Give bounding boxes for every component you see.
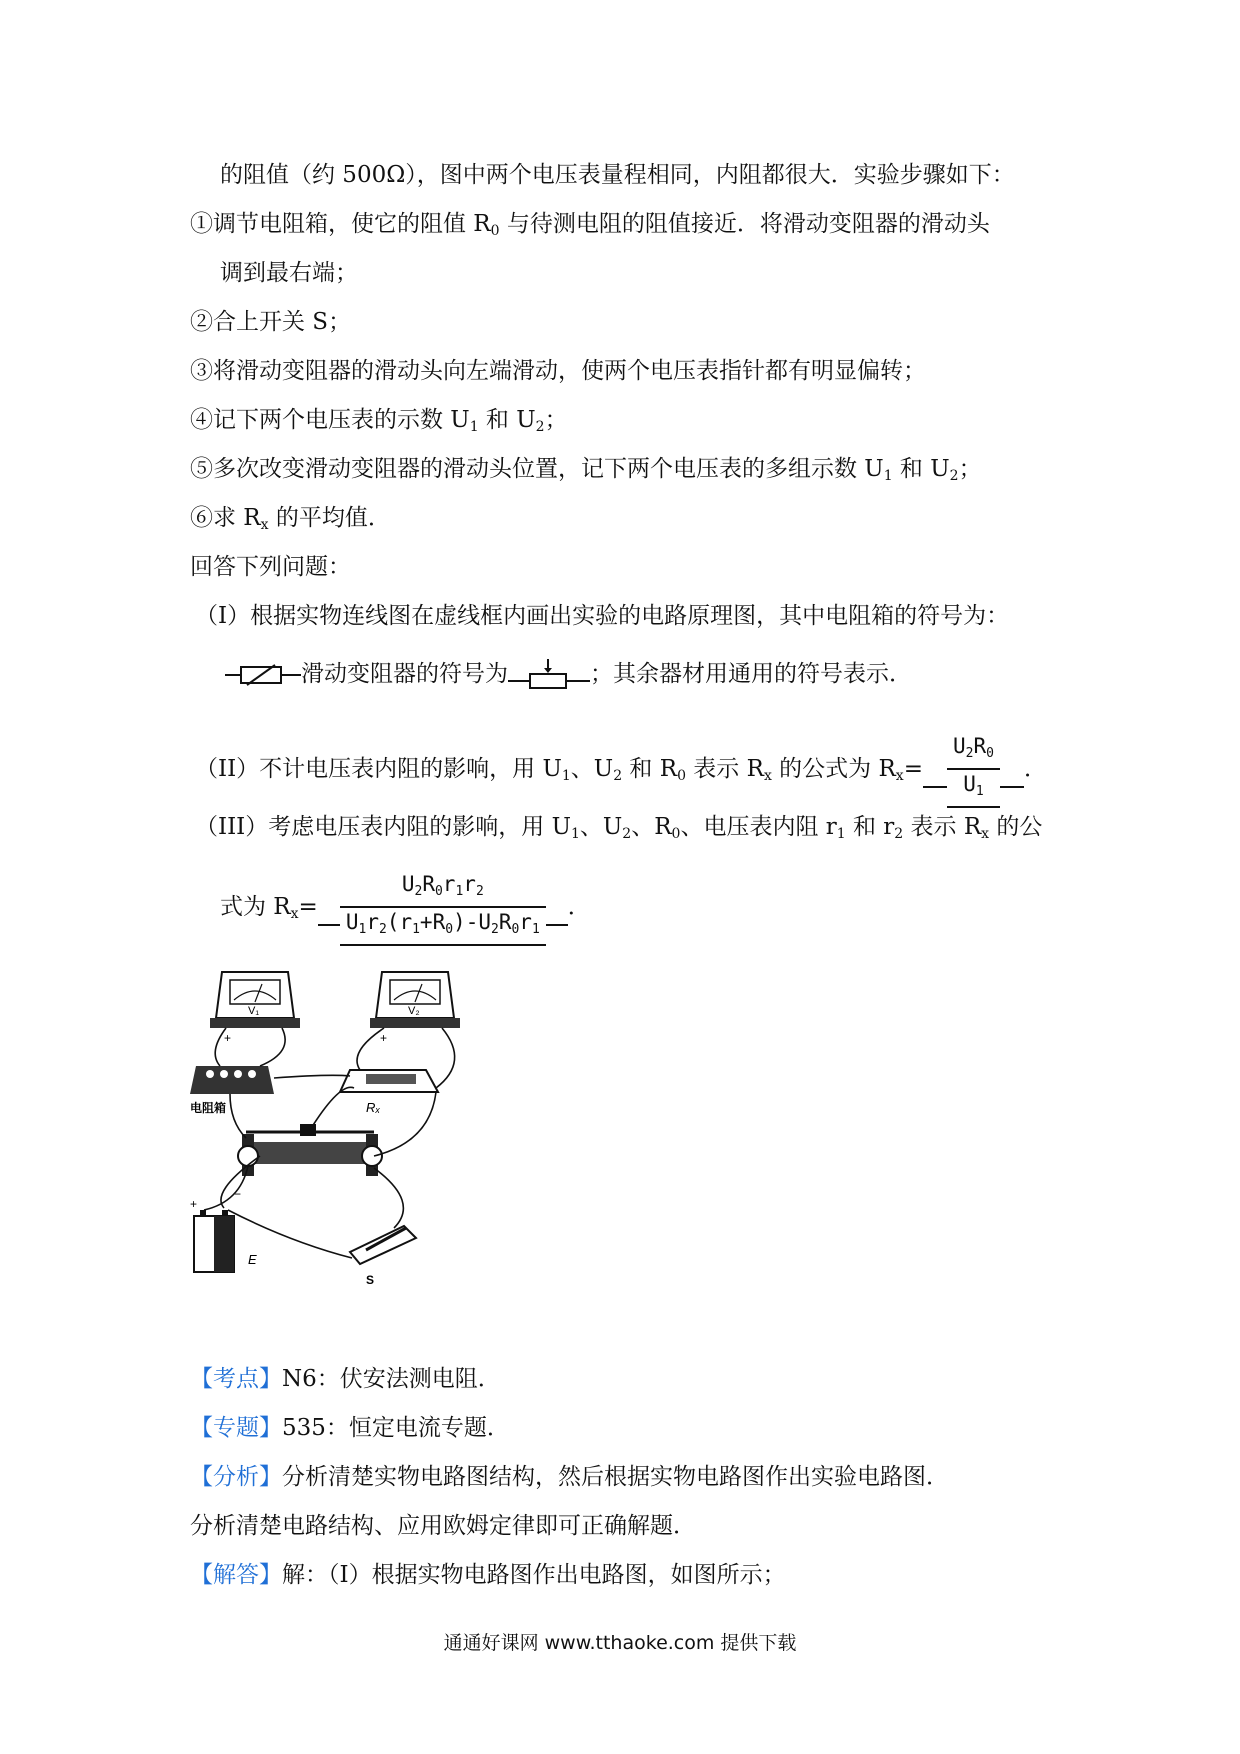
switch-icon [350, 1226, 416, 1264]
resistance-box-label: 电阻箱 [190, 1101, 227, 1115]
question-2: （II）不计电压表内阻的影响，用 $U_1$、$U_2$ 和 $R_0$ 表示 $R_x$ 的公式为 $R_x=$ $\frac{U_2R_0}{U_1}$ ． [195, 732, 1047, 808]
jieda-line: 【解答】解：（I）根据实物电路图作出电路图，如图所示； [190, 1562, 786, 1588]
rx-label: Rₓ [366, 1100, 381, 1115]
rheostat-icon [238, 1124, 382, 1176]
question-3: （III）考虑电压表内阻的影响，用 $U_1$、$U_2$、$R_0$、电压表内阻 $r_1$ 和 $r_2$ 表示 $R_x$ 的公 [195, 814, 1043, 842]
v2-plus: + [380, 1031, 388, 1045]
switch-label: S [366, 1273, 375, 1287]
battery-minus: − [234, 1187, 242, 1201]
v2-label: V₂ [408, 1005, 420, 1017]
step-2: ②合上开关 S； [190, 309, 352, 335]
footer: 通通好课网 www.tthaoke.com 提供下载 [443, 1632, 797, 1654]
resistor-rx-icon [340, 1070, 438, 1092]
question-3-formula-line: 式为 $R_x=$ $\frac{U_2R_0r_1r_2}{U_1r_2(r_1+R_0)-U_2R_0r_1}$ ． [220, 870, 591, 946]
battery-icon [194, 1210, 234, 1272]
step-5: ⑤多次改变滑动变阻器的滑动头位置，记下两个电压表的多组示数 $U_1$ 和 $U_2$； [190, 456, 982, 484]
intro-line: 的阻值（约 500Ω），图中两个电压表量程相同，内阻都很大．实验步骤如下： [220, 162, 1015, 188]
answer-prompt: 回答下列问题： [190, 554, 351, 580]
circuit-figure [190, 962, 480, 1302]
step-3: ③将滑动变阻器的滑动头向左端滑动，使两个电压表指针都有明显偏转； [190, 358, 926, 384]
question-1-symbols: 滑动变阻器的符号为 ；其余器材用通用的符号表示． [225, 657, 912, 691]
fenxi-line-2: 分析清楚电路结构、应用欧姆定律即可正确解题． [190, 1513, 696, 1539]
formula-q3: $\frac{U_2R_0r_1r_2}{U_1r_2(r_1+R_0)-U_2R_0r_1}$ [340, 870, 546, 946]
voltmeter-v2-icon [370, 972, 460, 1028]
zhuanti-tag: 【专题】 [190, 1415, 282, 1441]
kaodian-line: 【考点】N6：伏安法测电阻． [190, 1366, 501, 1392]
battery-plus: + [190, 1197, 198, 1211]
jieda-tag: 【解答】 [190, 1562, 282, 1588]
kaodian-tag: 【考点】 [190, 1366, 282, 1392]
resistance-box-icon [190, 1066, 274, 1094]
step-6: ⑥求 $R_x$ 的平均值． [190, 505, 391, 533]
v1-label: V₁ [248, 1005, 260, 1017]
resistance-box-symbol-icon [225, 661, 301, 689]
formula-q2: $\frac{U_2R_0}{U_1}$ [947, 732, 1000, 808]
rheostat-symbol-icon [508, 659, 590, 691]
step-1: ①调节电阻箱，使它的阻值 $R_0$ 与待测电阻的阻值接近．将滑动变阻器的滑动头 [190, 211, 990, 239]
zhuanti-line: 【专题】535：恒定电流专题． [190, 1415, 510, 1441]
fenxi-line: 【分析】分析清楚实物电路图结构，然后根据实物电路图作出实验电路图． [190, 1464, 949, 1490]
step-1-cont: 调到最右端； [220, 260, 358, 286]
voltmeter-v1-icon [210, 972, 300, 1028]
fenxi-tag: 【分析】 [190, 1464, 282, 1490]
question-1: （I）根据实物连线图在虚线框内画出实验的电路原理图，其中电阻箱的符号为： [195, 603, 1010, 629]
battery-label: E [248, 1252, 257, 1267]
v1-plus: + [224, 1031, 232, 1045]
step-4: ④记下两个电压表的示数 $U_1$ 和 $U_2$； [190, 407, 568, 435]
